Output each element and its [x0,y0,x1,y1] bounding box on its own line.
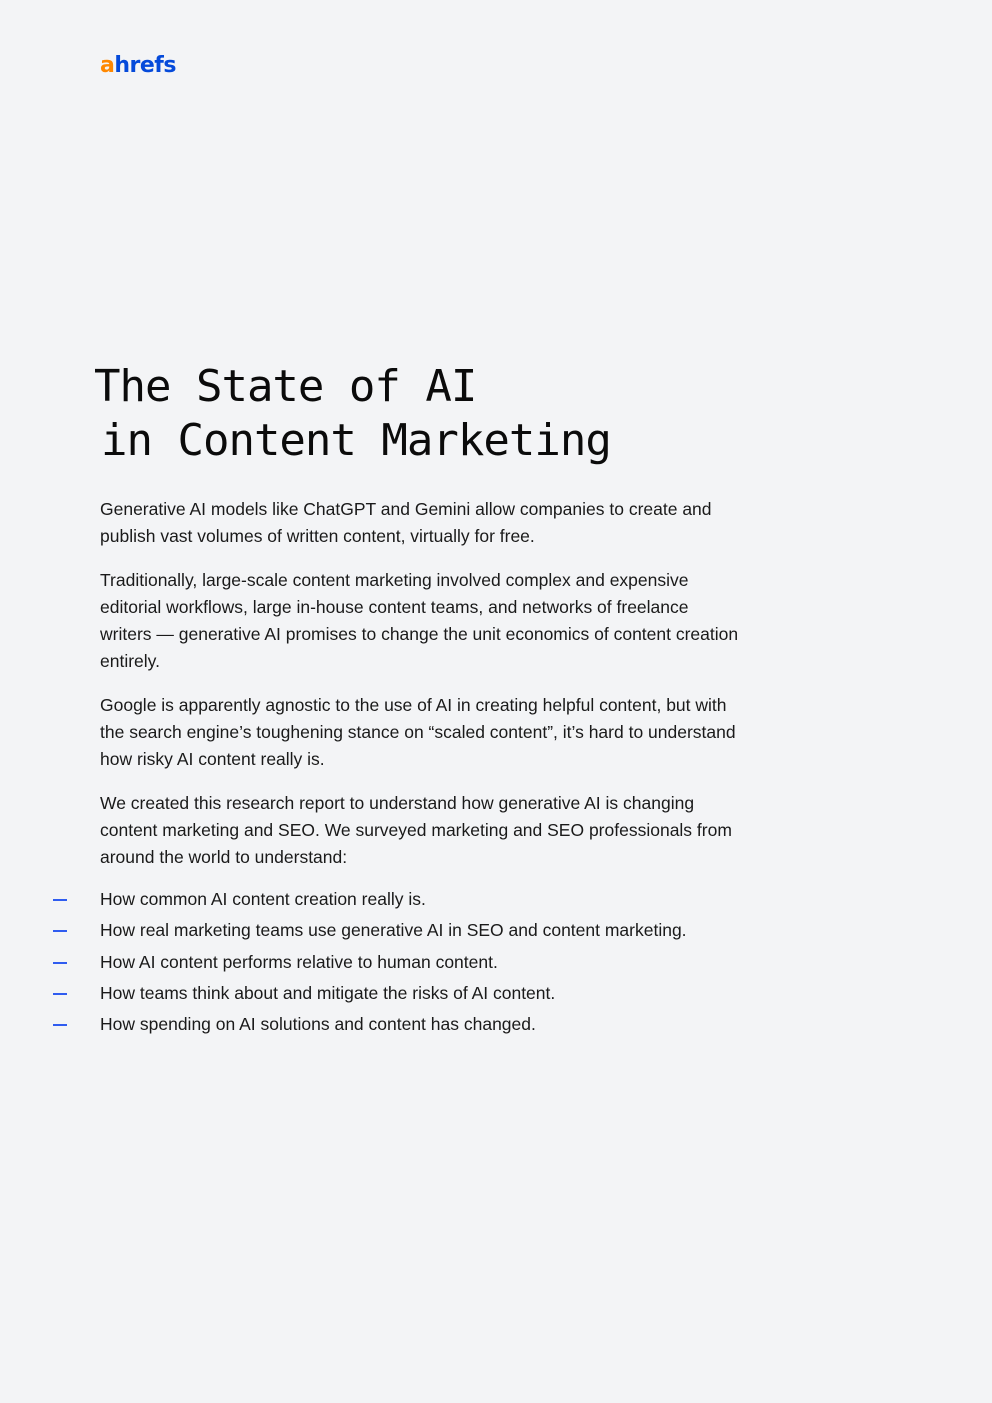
dash-bullet-icon [53,993,67,995]
dash-bullet-icon [53,899,67,901]
title-line-2: in Content Marketing [101,415,611,466]
list-item [0,915,992,946]
list-item-text: How teams think about and mitigate the risks of AI content. [100,982,556,1003]
list-item [0,1009,992,1040]
intro-paragraph: Generative AI models like ChatGPT and Gemini allow companies to create and publish vast volumes of written content, virtually for free. [100,499,712,546]
logo-wordmark-rest: hrefs [114,53,176,78]
list-item-text: How AI content performs relative to human content. [100,951,498,972]
dash-bullet-icon [53,962,67,964]
list-item-text: How real marketing teams use generative AI in SEO and content marketing. [100,920,687,941]
page-title [94,360,611,468]
title-line-1: The State of AI [94,361,477,412]
list-item-text: How spending on AI solutions and content has changed. [100,1014,536,1035]
findings-list [0,884,992,1040]
intro-paragraph: Traditionally, large-scale content marketing involved complex and expensive editorial workflows, large in-house content teams, and networks of freelance writers — generative AI promises to change the unit economics of content creation entirely. [100,570,739,671]
list-item [0,884,992,915]
intro-body [100,496,740,888]
list-item [0,978,992,1009]
intro-paragraph: We created this research report to understand how generative AI is changing content marketing and SEO. We surveyed marketing and SEO professionals from around the world to understand: [100,793,732,867]
list-item-text: How common AI content creation really is. [100,889,426,909]
dash-bullet-icon [53,1024,67,1026]
intro-paragraph: Google is apparently agnostic to the use of AI in creating helpful content, but with the search engine’s toughening stance on “scaled content”, it’s hard to understand how risky AI content really is. [100,695,736,769]
ahrefs-logo [100,53,176,79]
logo-letter-a: a [100,53,115,78]
list-item [0,947,992,978]
dash-bullet-icon [53,930,67,932]
